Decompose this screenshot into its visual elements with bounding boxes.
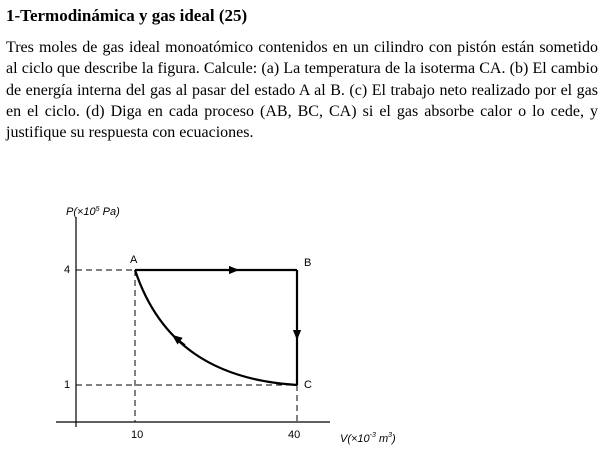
y-tick-4: 4 bbox=[64, 264, 71, 276]
point-label-b: B bbox=[304, 257, 312, 269]
x-tick-10: 10 bbox=[131, 429, 144, 441]
x-tick-40: 40 bbox=[288, 429, 301, 441]
point-label-a: A bbox=[130, 254, 138, 266]
y-axis-label: $P(\times 10^5$ Pa) bbox=[66, 206, 120, 218]
problem-statement: Tres moles de gas ideal monoatómico contenidos en un cilindro con pistón están sometido al ciclo que describe la figura. Calcule: (a) La temperatura de la isoterma CA. (b) El cambio de energía interna del gas al pasar del estado A al B. (c) El trabajo neto realizado por el gas en el ciclo. (d) Diga en cada proceso (AB, BC, CA) si el gas absorbe calor o lo cede, y justifique su respuesta con ecuaciones. bbox=[6, 39, 598, 142]
process-ca-isotherm bbox=[135, 270, 297, 385]
point-label-c: C bbox=[304, 379, 312, 391]
x-axis-label: $V(\times 10^{-3}$ $m^3$) bbox=[340, 432, 396, 445]
problem-heading: 1-Termodinámica y gas ideal (25) bbox=[6, 6, 248, 25]
pv-diagram bbox=[0, 195, 605, 450]
y-tick-1: 1 bbox=[64, 379, 71, 391]
